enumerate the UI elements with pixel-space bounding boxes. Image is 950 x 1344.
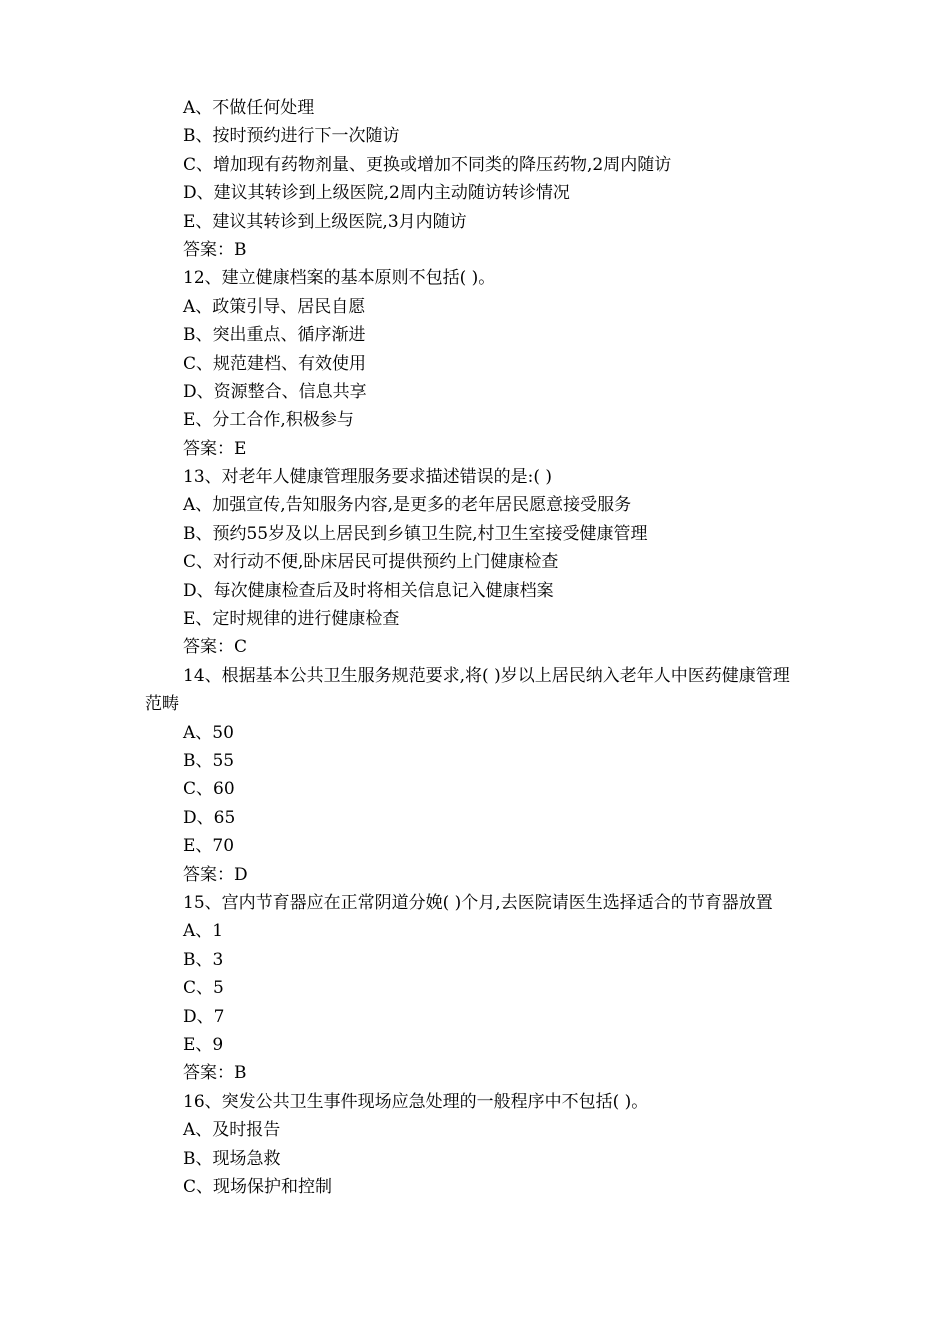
option-line: D、建议其转诊到上级医院,2周内主动随访转诊情况 [183, 183, 570, 204]
option-line: E、分工合作,积极参与 [183, 410, 354, 431]
option-line: D、7 [183, 1006, 225, 1027]
option-line: E、定时规律的进行健康检查 [183, 609, 400, 630]
option-line: A、50 [183, 722, 234, 743]
option-line: E、70 [183, 836, 235, 857]
answer-line: 答案：C [183, 637, 248, 658]
option-line: C、5 [183, 978, 224, 999]
option-line: B、现场急救 [183, 1148, 281, 1169]
option-line: C、规范建档、有效使用 [183, 353, 367, 374]
option-line: A、及时报告 [183, 1120, 281, 1141]
question-line: 13、对老年人健康管理服务要求描述错误的是:( ) [183, 467, 553, 488]
option-line: B、预约55岁及以上居民到乡镇卫生院,村卫生室接受健康管理 [183, 523, 648, 544]
option-line: A、政策引导、居民自愿 [183, 296, 366, 317]
option-line: D、资源整合、信息共享 [183, 381, 367, 402]
answer-line: 答案：E [183, 438, 247, 459]
option-line: D、65 [183, 807, 236, 828]
option-line: A、加强宣传,告知服务内容,是更多的老年居民愿意接受服务 [183, 495, 632, 516]
option-line: C、现场保护和控制 [183, 1176, 333, 1197]
option-line: E、9 [183, 1034, 224, 1055]
answer-line: 答案：D [183, 864, 248, 885]
option-line: B、3 [183, 949, 224, 970]
option-line: D、每次健康检查后及时将相关信息记入健康档案 [183, 580, 554, 601]
question-line: 15、宫内节育器应在正常阴道分娩( )个月,去医院请医生选择适合的节育器放置 [183, 892, 773, 913]
document-body [145, 94, 805, 1201]
option-line: C、增加现有药物剂量、更换或增加不同类的降压药物,2周内随访 [183, 154, 672, 175]
question-line: 14、根据基本公共卫生服务规范要求,将( )岁以上居民纳入老年人中医药健康管理范畴 [145, 665, 790, 715]
answer-line: 答案：B [183, 1063, 247, 1084]
option-line: C、60 [183, 779, 235, 800]
option-line: A、不做任何处理 [183, 98, 315, 118]
option-line: B、55 [183, 751, 235, 772]
question-line: 12、建立健康档案的基本原则不包括( )。 [183, 268, 496, 289]
option-line: E、建议其转诊到上级医院,3月内随访 [183, 211, 467, 232]
option-line: B、按时预约进行下一次随访 [183, 126, 400, 147]
option-line: B、突出重点、循序渐进 [183, 325, 366, 346]
option-line: C、对行动不便,卧床居民可提供预约上门健康检查 [183, 552, 559, 573]
option-line: A、1 [183, 921, 224, 942]
answer-line: 答案：B [183, 239, 247, 260]
question-line: 16、突发公共卫生事件现场应急处理的一般程序中不包括( )。 [183, 1091, 649, 1112]
